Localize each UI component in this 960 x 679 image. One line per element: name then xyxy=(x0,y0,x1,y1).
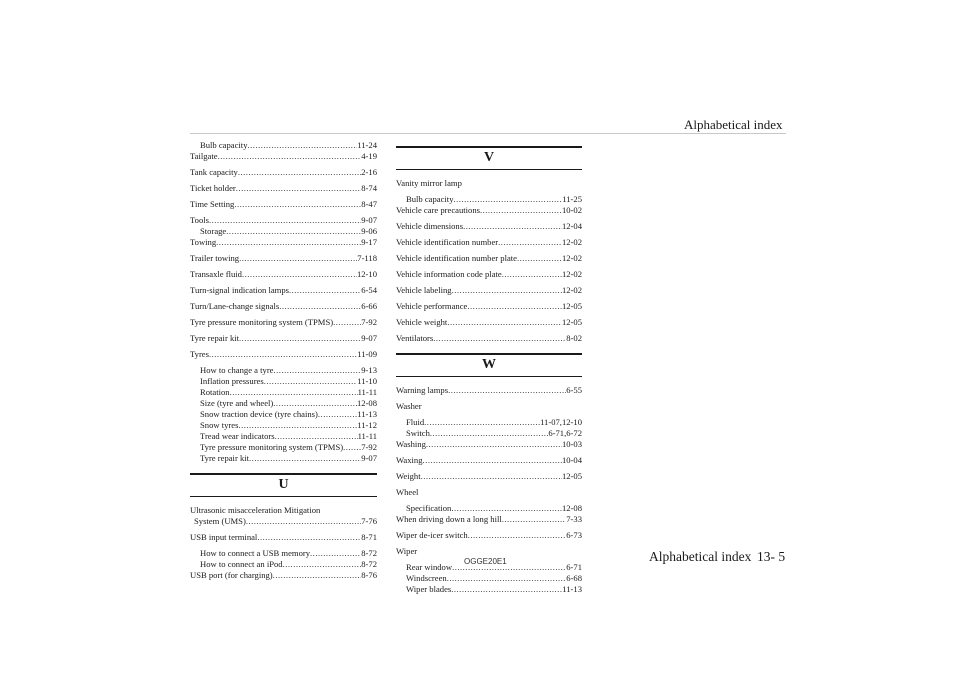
index-entry-label: Wiper de-icer switch xyxy=(396,530,468,540)
leader-dots xyxy=(234,199,361,210)
index-entry-page: 11-13 xyxy=(562,584,582,594)
leader-dots xyxy=(447,573,567,584)
document-code: OGGE20E1 xyxy=(464,557,507,566)
index-entry xyxy=(396,530,582,541)
index-entry-label: Tyres xyxy=(190,349,209,359)
index-group-u xyxy=(190,532,377,581)
leader-dots xyxy=(279,301,361,312)
index-entry xyxy=(190,317,377,328)
footer-title: Alphabetical index xyxy=(649,549,752,564)
leader-dots xyxy=(246,516,361,527)
leader-dots xyxy=(433,333,566,344)
index-entry-label: Snow traction device (tyre chains) xyxy=(200,409,318,419)
index-entry-label: Switch xyxy=(406,428,430,438)
leader-dots xyxy=(498,237,562,248)
leader-dots xyxy=(283,559,362,570)
index-entry-page: 11-12 xyxy=(357,420,377,430)
leader-dots xyxy=(274,365,362,376)
index-entry xyxy=(190,333,377,344)
index-entry-page: 10-04 xyxy=(561,455,582,465)
index-entry-page: 12-08 xyxy=(356,398,377,408)
index-entry-page: 12-02 xyxy=(561,253,582,263)
index-entry xyxy=(190,376,377,387)
index-entry-label: Bulb capacity xyxy=(406,194,454,204)
index-entry-page: 9-07 xyxy=(361,333,377,343)
index-entry-label: Warning lamps xyxy=(396,385,449,395)
index-entry xyxy=(190,420,377,431)
index-entry-label: Inflation pressures xyxy=(200,376,264,386)
index-entry-label: System (UMS) xyxy=(194,516,246,526)
index-entry xyxy=(396,317,582,328)
index-entry-page: 4-19 xyxy=(361,151,377,161)
index-entry-label: Turn-signal indication lamps xyxy=(190,285,289,295)
index-entry-label: Vehicle identification number plate xyxy=(396,253,517,263)
leader-dots xyxy=(451,584,562,595)
index-column-right xyxy=(396,140,582,595)
index-entry-heading: Wiper xyxy=(396,546,418,556)
index-entry-label: Size (tyre and wheel) xyxy=(200,398,274,408)
index-entry-heading: Wheel xyxy=(396,487,419,497)
index-entry-heading: Vanity mirror lamp xyxy=(396,178,462,188)
index-entry xyxy=(190,532,377,543)
leader-dots xyxy=(463,221,562,232)
section-header-v xyxy=(396,146,582,170)
index-entry-label: How to connect a USB memory xyxy=(200,548,311,558)
index-entry xyxy=(396,237,582,248)
index-entry-label: Vehicle information code plate xyxy=(396,269,502,279)
index-entry-page: 11-11 xyxy=(357,387,377,397)
index-entry-heading: Washer xyxy=(396,401,422,411)
index-entry-page: 6-73 xyxy=(566,530,582,540)
index-entry xyxy=(190,570,377,581)
leader-dots xyxy=(236,183,361,194)
leader-dots xyxy=(426,439,562,450)
index-entry-page: 11-09 xyxy=(357,349,377,359)
leader-dots xyxy=(333,317,361,328)
index-entry xyxy=(396,455,582,466)
index-entry-page: 12-10 xyxy=(356,269,377,279)
index-entry-label: Tailgate xyxy=(190,151,218,161)
index-entry-page: 7-118 xyxy=(357,253,377,263)
index-entry xyxy=(396,205,582,216)
index-entry-page: 8-72 xyxy=(361,559,377,569)
index-entry xyxy=(396,221,582,232)
page-header-title: Alphabetical index xyxy=(684,117,783,132)
index-group-w-d xyxy=(396,562,582,595)
index-entry-label: Specification xyxy=(406,503,452,513)
index-entry-label: When driving down a long hill xyxy=(396,514,502,524)
index-entry-label: Tyre pressure monitoring system (TPMS) xyxy=(190,317,334,327)
index-entry-label: Tread wear indicators xyxy=(200,431,275,441)
index-entry-label: Bulb capacity xyxy=(200,140,248,150)
header-divider xyxy=(190,133,786,134)
index-entry xyxy=(190,183,377,194)
index-entry-page: 8-76 xyxy=(361,570,377,580)
index-entry-label: USB input terminal xyxy=(190,532,258,542)
index-entry xyxy=(190,349,377,360)
index-entry xyxy=(396,584,582,595)
index-entry xyxy=(190,365,377,376)
leader-dots xyxy=(239,253,357,264)
index-entry-page: 7-33 xyxy=(566,514,582,524)
index-entry-label: Tools xyxy=(190,215,209,225)
leader-dots xyxy=(226,226,361,237)
index-entry xyxy=(190,226,377,237)
index-entry xyxy=(396,417,582,428)
index-entry-label: Rear window xyxy=(406,562,453,572)
index-entry-label: Fluid xyxy=(406,417,425,427)
index-entry-label: Turn/Lane-change signals xyxy=(190,301,280,311)
index-entry-label: How to connect an iPod xyxy=(200,559,283,569)
index-entry-page: 11-07,12-10 xyxy=(540,417,582,427)
index-entry-label: Tyre pressure monitoring system (TPMS) xyxy=(200,442,344,452)
index-entry xyxy=(396,439,582,450)
index-entry-page: 2-16 xyxy=(361,167,377,177)
leader-dots xyxy=(218,151,362,162)
index-entry-page: 8-74 xyxy=(361,183,377,193)
leader-dots xyxy=(230,387,358,398)
index-column-left xyxy=(190,140,377,581)
index-entry xyxy=(190,559,377,570)
index-entry-label: Storage xyxy=(200,226,227,236)
index-entry-page: 6-55 xyxy=(566,385,582,395)
section-rule-bottom xyxy=(396,376,582,377)
index-entry-page: 8-47 xyxy=(361,199,377,209)
index-entry xyxy=(396,428,582,439)
section-letter: W xyxy=(482,357,496,372)
page-number: 13- 5 xyxy=(757,549,786,564)
leader-dots xyxy=(430,428,548,439)
index-entry xyxy=(190,409,377,420)
index-group-v xyxy=(396,194,582,344)
index-entry-label: Time Setting xyxy=(190,199,235,209)
index-entry-label: Wiper blades xyxy=(406,584,452,594)
index-entry-page: 8-72 xyxy=(361,548,377,558)
index-entry-label: Towing xyxy=(190,237,217,247)
index-entry-label: Windscreen xyxy=(406,573,447,583)
index-entry-page: 9-13 xyxy=(361,365,377,375)
index-entry xyxy=(396,333,582,344)
index-entry-label: Vehicle weight xyxy=(396,317,448,327)
index-entry-label: Vehicle labeling xyxy=(396,285,452,295)
leader-dots xyxy=(310,548,361,559)
index-entry xyxy=(190,253,377,264)
index-entry-page: 7-76 xyxy=(361,516,377,526)
index-entry-page: 6-71,6-72 xyxy=(548,428,582,438)
index-entry-page: 7-92 xyxy=(361,442,377,452)
index-entry-label: Vehicle identification number xyxy=(396,237,499,247)
leader-dots xyxy=(468,530,567,541)
index-entry xyxy=(190,442,377,453)
section-header-w xyxy=(396,353,582,377)
leader-dots xyxy=(209,349,357,360)
index-entry-label: Transaxle fluid xyxy=(190,269,242,279)
index-entry-label: Waxing xyxy=(396,455,423,465)
leader-dots xyxy=(452,285,562,296)
index-entry xyxy=(190,301,377,312)
index-entry xyxy=(190,151,377,162)
index-entry-page: 12-05 xyxy=(561,471,582,481)
index-entry-label: Vehicle dimensions xyxy=(396,221,464,231)
leader-dots xyxy=(273,398,357,409)
leader-dots xyxy=(424,417,540,428)
index-entry-page: 9-06 xyxy=(361,226,377,236)
leader-dots xyxy=(238,420,357,431)
index-entry-page: 8-71 xyxy=(361,532,377,542)
section-header-u xyxy=(190,473,377,497)
leader-dots xyxy=(242,269,357,280)
index-group-w-c xyxy=(396,503,582,541)
index-entry-page: 11-13 xyxy=(357,409,377,419)
leader-dots xyxy=(454,194,563,205)
index-entry-page: 12-08 xyxy=(561,503,582,513)
index-group-w-b xyxy=(396,417,582,482)
index-entry xyxy=(396,253,582,264)
leader-dots xyxy=(502,514,566,525)
index-entry-label: Snow tyres xyxy=(200,420,239,430)
index-entry-page: 12-05 xyxy=(561,317,582,327)
leader-dots xyxy=(273,570,362,581)
index-entry-label: Ticket holder xyxy=(190,183,236,193)
index-entry xyxy=(190,548,377,559)
index-entry xyxy=(190,431,377,442)
leader-dots xyxy=(467,301,562,312)
section-letter: U xyxy=(278,477,289,492)
index-entry xyxy=(190,140,377,151)
leader-dots xyxy=(289,285,361,296)
section-letter: V xyxy=(483,150,495,165)
index-entry-label: Ventilators xyxy=(396,333,434,343)
leader-dots xyxy=(257,532,361,543)
index-entry-label: Tyre repair kit xyxy=(190,333,240,343)
index-entry xyxy=(396,285,582,296)
index-entry-label: Vehicle performance xyxy=(396,301,468,311)
index-entry-page: 11-11 xyxy=(357,431,377,441)
index-entry-page: 11-25 xyxy=(562,194,582,204)
index-entry xyxy=(190,269,377,280)
index-entry xyxy=(396,471,582,482)
index-entry xyxy=(396,301,582,312)
leader-dots xyxy=(343,442,361,453)
index-entry-page: 11-10 xyxy=(357,376,377,386)
index-entry xyxy=(190,398,377,409)
index-entry-label: Tank capacity xyxy=(190,167,238,177)
index-entry-page: 6-54 xyxy=(361,285,377,295)
leader-dots xyxy=(517,253,562,264)
index-entry-label: Trailer towing xyxy=(190,253,240,263)
leader-dots xyxy=(451,503,562,514)
index-entry-page: 9-07 xyxy=(361,215,377,225)
leader-dots xyxy=(448,385,566,396)
leader-dots xyxy=(264,376,358,387)
index-group-t xyxy=(190,140,377,464)
index-entry-page: 11-24 xyxy=(357,140,377,150)
index-entry-page: 12-05 xyxy=(561,301,582,311)
index-entry-page: 6-68 xyxy=(566,573,582,583)
index-entry-page: 9-07 xyxy=(361,453,377,463)
leader-dots xyxy=(249,453,361,464)
leader-dots xyxy=(275,431,358,442)
index-entry xyxy=(190,285,377,296)
index-entry-page: 8-02 xyxy=(566,333,582,343)
index-entry-page: 10-03 xyxy=(561,439,582,449)
index-entry-label: Vehicle care precautions xyxy=(396,205,480,215)
leader-dots xyxy=(421,471,562,482)
index-entry-page: 6-66 xyxy=(361,301,377,311)
index-entry xyxy=(190,237,377,248)
leader-dots xyxy=(238,167,361,178)
index-entry xyxy=(190,453,377,464)
index-entry xyxy=(396,385,582,396)
index-group-w-a xyxy=(396,385,582,396)
leader-dots xyxy=(423,455,562,466)
index-entry xyxy=(396,503,582,514)
index-entry-page: 10-02 xyxy=(561,205,582,215)
index-entry-label: USB port (for charging) xyxy=(190,570,273,580)
index-entry-label: Weight xyxy=(396,471,421,481)
index-entry xyxy=(396,573,582,584)
index-entry xyxy=(190,516,377,527)
leader-dots xyxy=(239,333,361,344)
leader-dots xyxy=(502,269,562,280)
leader-dots xyxy=(447,317,562,328)
index-entry-page: 12-02 xyxy=(561,285,582,295)
index-entry-page: 12-04 xyxy=(561,221,582,231)
leader-dots xyxy=(318,409,357,420)
index-entry-page: 12-02 xyxy=(561,237,582,247)
section-rule-bottom xyxy=(190,496,377,497)
index-entry-page: 9-17 xyxy=(361,237,377,247)
index-entry-label: Tyre repair kit xyxy=(200,453,250,463)
index-entry-label: Rotation xyxy=(200,387,230,397)
index-entry xyxy=(190,199,377,210)
index-entry xyxy=(190,167,377,178)
index-entry xyxy=(190,215,377,226)
index-entry-page: 12-02 xyxy=(561,269,582,279)
leader-dots xyxy=(209,215,361,226)
leader-dots xyxy=(216,237,361,248)
leader-dots xyxy=(248,140,358,151)
index-entry-label: Washing xyxy=(396,439,426,449)
index-entry xyxy=(396,514,582,525)
index-entry-heading: Ultrasonic misacceleration Mitigation xyxy=(190,505,321,515)
index-entry-page: 6-71 xyxy=(566,562,582,572)
leader-dots xyxy=(480,205,562,216)
index-entry xyxy=(190,387,377,398)
index-entry-label: How to change a tyre xyxy=(200,365,274,375)
index-entry xyxy=(396,194,582,205)
index-entry-page: 7-92 xyxy=(361,317,377,327)
index-entry xyxy=(396,269,582,280)
section-rule-bottom xyxy=(396,169,582,170)
